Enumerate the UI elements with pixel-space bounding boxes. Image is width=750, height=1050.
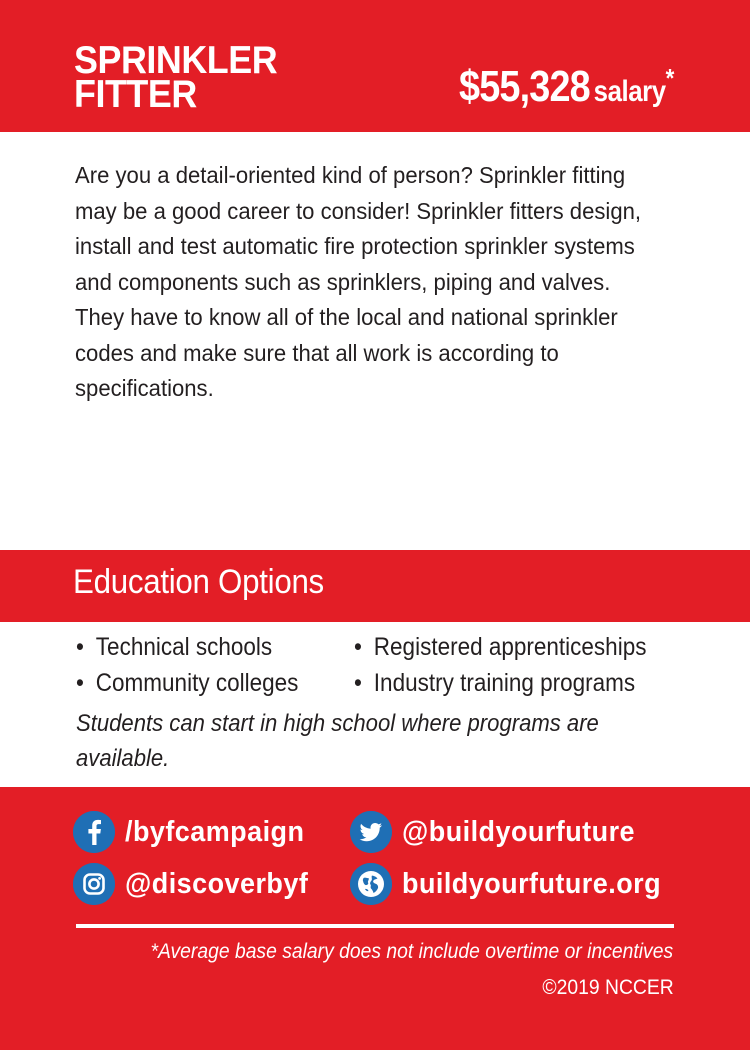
- career-title-line2: FITTER: [74, 73, 197, 116]
- twitter-link[interactable]: [350, 811, 653, 853]
- website-url: buildyourfuture.org: [402, 867, 662, 900]
- facebook-handle: /byfcampaign: [125, 815, 305, 848]
- education-item-label: Registered apprenticeships: [373, 633, 647, 661]
- career-description: Are you a detail-oriented kind of person? Sprinkler fitting may be a good career to consider! Sprinkler fitters design, install and test automatic fire protection sprinkler systems and components such as sprinklers, piping and valves. They have to know all of the local and national sprinkler codes and make sure that all work is according to specifications.: [75, 162, 642, 401]
- education-item-label: Technical schools: [95, 633, 273, 661]
- salary-footnote-mark: *: [665, 63, 674, 93]
- facebook-icon: [73, 811, 115, 853]
- facebook-link[interactable]: [73, 811, 318, 853]
- bullet-icon: •: [76, 633, 84, 661]
- instagram-handle: @discoverbyf: [125, 867, 309, 900]
- twitter-handle: @buildyourfuture: [402, 815, 636, 848]
- bullet-icon: •: [76, 669, 84, 697]
- salary-label: salary: [593, 75, 666, 108]
- twitter-icon: [350, 811, 392, 853]
- footer-banner: [0, 787, 750, 1050]
- salary: [459, 62, 674, 112]
- salary-disclaimer: *Average base salary does not include overtime or incentives: [150, 940, 673, 963]
- globe-icon: [350, 863, 392, 905]
- instagram-link[interactable]: [73, 863, 322, 905]
- copyright: ©2019 NCCER: [542, 976, 674, 999]
- education-item: [354, 633, 646, 662]
- education-title: Education Options: [73, 563, 324, 601]
- education-note: Students can start in high school where programs are available.: [76, 710, 599, 772]
- education-item-label: Industry training programs: [373, 669, 636, 697]
- education-item: [354, 669, 635, 698]
- career-title: [74, 39, 313, 116]
- education-item: [76, 669, 298, 698]
- website-link[interactable]: [350, 863, 681, 905]
- education-banner: [0, 550, 750, 622]
- career-title-line1: SPRINKLER: [74, 39, 278, 82]
- salary-amount: $55,328: [458, 62, 590, 111]
- education-item-label: Community colleges: [95, 669, 299, 697]
- bullet-icon: •: [354, 633, 362, 661]
- bullet-icon: •: [354, 669, 362, 697]
- footer-divider: [76, 924, 674, 928]
- instagram-icon: [73, 863, 115, 905]
- header-banner: [0, 0, 750, 132]
- education-item: [76, 633, 272, 662]
